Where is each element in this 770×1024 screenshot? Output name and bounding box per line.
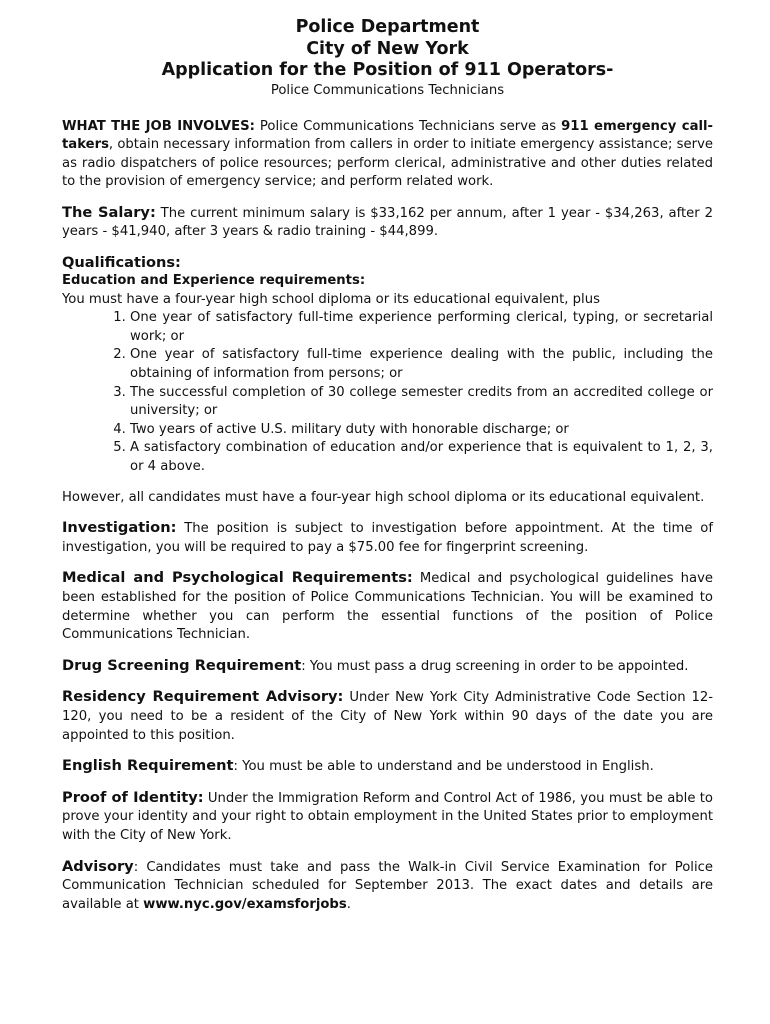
qualifications-intro: You must have a four-year high school diploma or its educational equivalent, plus	[62, 291, 600, 307]
salary-paragraph	[62, 204, 713, 242]
header-department: Police Department	[295, 17, 480, 37]
drug-screening-paragraph	[62, 657, 713, 677]
residency-paragraph	[62, 688, 713, 745]
medical-paragraph	[62, 569, 713, 644]
requirement-item: 1. One year of satisfactory full-time experience performing clerical, typing, or secretarial work; or	[130, 309, 713, 346]
document-header	[62, 17, 713, 100]
identity-label: Proof of Identity:	[62, 788, 204, 806]
job-involves-text-2: , obtain necessary information from callers in order to initiate emergency assistance; serve as radio dispatchers of police resources; perform clerical, administrative and other duties related to the provision of emergency service; and perform related work.	[62, 137, 713, 190]
advisory-paragraph	[62, 858, 713, 915]
residency-text: Under New York City Administrative Code Section 12-120, you need to be a resident of the City of New York within 90 days of the date you are appointed to this position.	[62, 690, 714, 743]
requirement-item: 3. The successful completion of 30 college semester credits from an accredited college or university; or	[130, 384, 713, 421]
qualifications-section	[62, 254, 713, 507]
requirement-item: 5. A satisfactory combination of education and/or experience that is equivalent to 1, 2, 3, or 4 above.	[130, 439, 713, 476]
advisory-end: .	[346, 896, 351, 912]
investigation-paragraph	[62, 519, 713, 557]
advisory-label: Advisory	[62, 857, 134, 875]
salary-text: The current minimum salary is $33,162 per annum, after 1 year - $34,263, after 2 years - $41,940, after 3 years & radio training - $44,899.	[62, 205, 714, 240]
header-application-title: Application for the Position of 911 Operators-	[161, 60, 614, 80]
requirement-item: 2. One year of satisfactory full-time experience dealing with the public, including the obtaining of information from persons; or	[130, 346, 713, 383]
requirements-list	[62, 309, 713, 476]
job-involves-text-1: Police Communications Technicians serve as	[254, 118, 562, 134]
exams-link[interactable]: www.nyc.gov/examsforjobs	[143, 896, 347, 912]
requirement-item: 4. Two years of active U.S. military duty with honorable discharge; or	[130, 421, 713, 440]
english-paragraph	[62, 757, 713, 777]
english-label: English Requirement	[62, 757, 234, 775]
investigation-text: The position is subject to investigation before appointment. At the time of investigation, you will be required to pay a $75.00 fee for fingerprint screening.	[62, 521, 713, 555]
residency-label: Residency Requirement Advisory:	[62, 688, 344, 706]
job-involves-paragraph	[62, 118, 713, 192]
header-subtitle: Police Communications Technicians	[270, 82, 505, 98]
job-involves-label: WHAT THE JOB INVOLVES:	[62, 118, 255, 134]
medical-text: Medical and psychological guidelines have been established for the position of Police Communications Technician. You will be examined to determine whether you can perform the essential functions of the position of Police Communications Technician.	[62, 571, 713, 643]
identity-paragraph	[62, 789, 713, 846]
header-city: City of New York	[306, 38, 469, 59]
drug-screening-text: : You must pass a drug screening in order to be appointed.	[301, 658, 689, 674]
medical-label: Medical and Psychological Requirements:	[62, 569, 413, 587]
however-paragraph: However, all candidates must have a four-year high school diploma or its educational equivalent.	[62, 489, 705, 505]
investigation-label: Investigation:	[62, 519, 177, 537]
drug-screening-label: Drug Screening Requirement	[62, 656, 302, 674]
advisory-text: : Candidates must take and pass the Walk-in Civil Service Examination for Police Communication Technician scheduled for September 2013. The exact dates and details are available at	[62, 859, 713, 912]
salary-label: The Salary:	[62, 203, 156, 221]
english-text: : You must be able to understand and be understood in English.	[233, 759, 654, 775]
qualifications-heading: Qualifications:	[62, 254, 181, 272]
education-requirements-heading: Education and Experience requirements:	[62, 273, 366, 289]
identity-text: Under the Immigration Reform and Control Act of 1986, you must be able to prove your identity and your right to obtain employment in the United States prior to employment with the City of New York.	[62, 790, 713, 843]
job-involves-bold: 911 emergency call-takers	[62, 118, 713, 153]
